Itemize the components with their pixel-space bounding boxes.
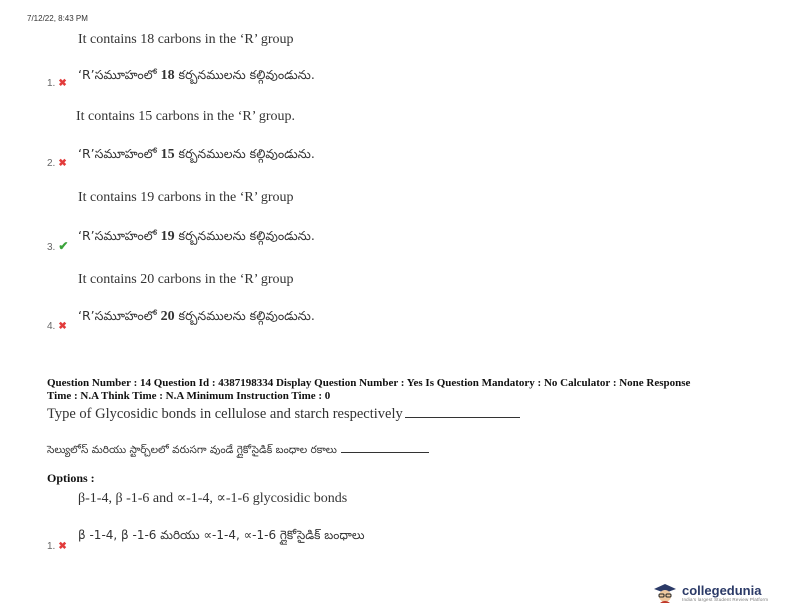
option-1-english: It contains 18 carbons in the ‘R’ group (78, 32, 294, 47)
option-2-english: It contains 15 carbons in the ‘R’ group. (76, 109, 296, 124)
logo-tagline: India's largest Student Review Platform (682, 596, 769, 602)
option-4-number: 4. ✖ (47, 321, 67, 332)
wrong-mark-icon: ✖ (58, 78, 67, 89)
options-label: Options : (47, 471, 95, 485)
wrong-mark-icon: ✖ (58, 321, 67, 332)
graduate-mascot-icon (652, 583, 678, 603)
answer-blank (341, 451, 429, 453)
answer-blank (405, 416, 520, 418)
q14-option-1-english: β-1-4, β -1-6 and ∝-1-4, ∝-1-6 glycosidic bonds (78, 491, 348, 506)
option-2-number: 2. ✖ (47, 158, 67, 169)
option-1-number: 1. ✖ (47, 78, 67, 89)
option-3-telugu: ‘R’సమూహంలో 19 కర్బనములను కల్గివుండును. (78, 228, 315, 244)
question-text-english: Type of Glycosidic bonds in cellulose and starch respectively (47, 406, 520, 423)
option-4-english: It contains 20 carbons in the ‘R’ group (78, 272, 294, 287)
question-meta-line-2: Time : N.A Think Time : N.A Minimum Instruction Time : 0 (47, 390, 331, 402)
wrong-mark-icon: ✖ (58, 158, 67, 169)
q14-option-1-telugu: β -1-4, β -1-6 మరియు ∝-1-4, ∝-1-6 గ్లైకోసైడిక్ బంధాలు (78, 528, 365, 542)
option-3-number: 3. ✔ (47, 239, 69, 253)
option-1-telugu: ‘R’సమూహంలో 18 కర్బనములను కల్గివుండును. (78, 67, 315, 83)
q14-option-1-number: 1. ✖ (47, 541, 67, 552)
collegedunia-logo (652, 583, 768, 603)
wrong-mark-icon: ✖ (58, 541, 67, 552)
correct-check-icon: ✔ (58, 239, 69, 253)
option-2-telugu: ‘R’సమూహంలో 15 కర్బనములను కల్గివుండును. (78, 146, 315, 162)
option-4-telugu: ‘R’సమూహంలో 20 కర్బనములను కల్గివుండును. (78, 308, 315, 324)
logo-name: collegedunia (682, 582, 762, 598)
question-meta-line-1: Question Number : 14 Question Id : 4387198334 Display Question Number : Yes Is Question Mandatory : No Calculator : None Response (47, 377, 691, 389)
print-timestamp: 7/12/22, 8:43 PM (27, 14, 88, 23)
option-3-english: It contains 19 carbons in the ‘R’ group (78, 190, 294, 205)
question-text-telugu: సెల్యులోస్ మరియు స్టార్చ్‌లలో వరుసగా వుండే గ్లైకోసైడిక్ బంధాల రకాలు (47, 444, 429, 459)
